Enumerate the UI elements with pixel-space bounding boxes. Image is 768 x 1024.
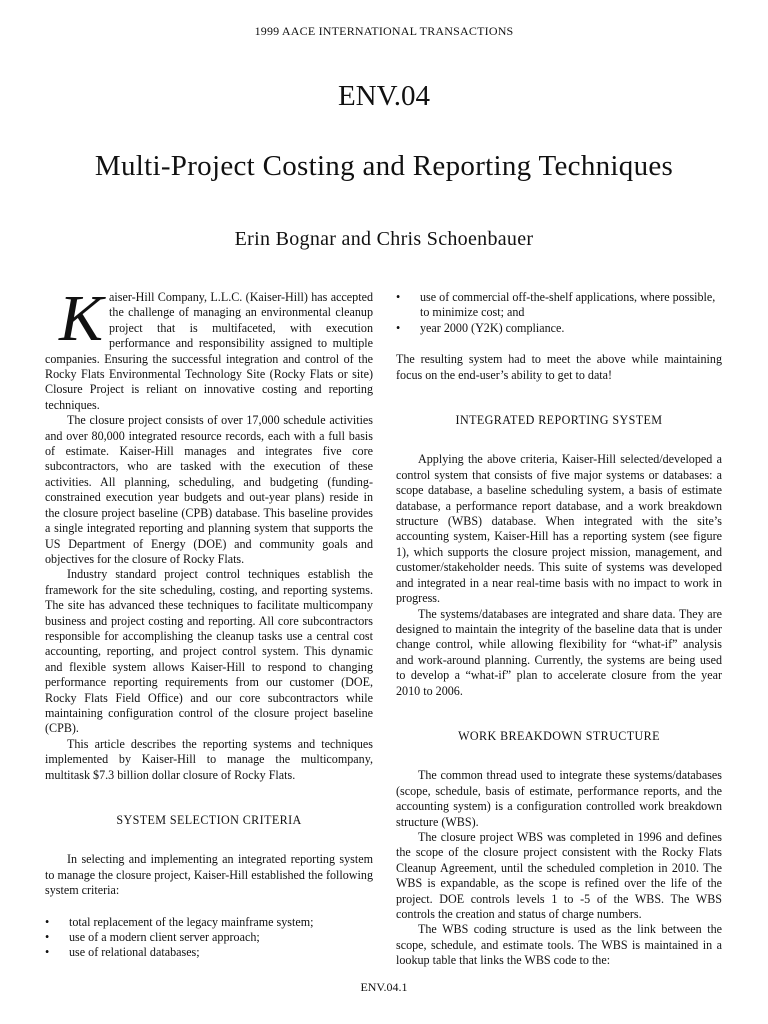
- bullet-icon: •: [396, 290, 401, 304]
- intro-text: aiser-Hill Company, L.L.C. (Kaiser-Hill) has accepted the challenge of managing an environmental cleanup project that is multifaceted, with execution performance and responsibility assigned to multiple companies. Ensuring the successful integration and control of the Rocky Flats Environmental Technology Site (Rocky Flats or site) Closure Project is reliant on innovative costing and reporting techniques.: [45, 290, 373, 412]
- left-column: [45, 282, 373, 961]
- list-item: [45, 915, 373, 930]
- paragraph-wbs-completed: The closure project WBS was completed in 1996 and defines the scope of the closure project consistent with the Rocky Flats Cleanup Agreement, until the scheduled completion in 2010. The WBS is expandable, as the scope is refined over the life of the project. DOE controls levels 1 to -5 of the WBS. The WBS controls the creation and status of charge numbers.: [396, 829, 722, 921]
- list-item-text: year 2000 (Y2K) compliance.: [420, 320, 565, 335]
- running-head: 1999 AACE INTERNATIONAL TRANSACTIONS: [254, 24, 514, 38]
- section-heading-integrated-reporting: INTEGRATED REPORTING SYSTEM: [455, 413, 663, 428]
- paper-title: Multi-Project Costing and Reporting Techniques: [94, 150, 674, 182]
- criteria-list-left: [45, 915, 373, 961]
- paragraph-wbs-coding: The WBS coding structure is used as the link between the scope, schedule, and estimate tools. The WBS is maintained in a lookup table that links the WBS code to the:: [396, 922, 722, 968]
- paragraph-project-scope: The closure project consists of over 17,000 schedule activities and over 80,000 integrated resource records, each with a full basis of estimate. Kaiser-Hill manages and integrates five core subcontractors, who are tasked with the execution of these activities. All planning, scheduling, and budgeting (funding-constrained execution year budgets and out-year plans) reside in the closure project baseline (CPB) database. This baseline provides a single integrated reporting and planning system that supports the US Department of Energy (DOE) and community goals and objectives for the closure of Rocky Flats.: [45, 413, 373, 566]
- drop-cap: K: [59, 282, 104, 355]
- list-item-text: use of commercial off-the-shelf applications, where possible, to minimize cost; and: [420, 290, 716, 320]
- list-item: [45, 930, 373, 945]
- paragraph-summary: The resulting system had to meet the above while maintaining focus on the end-user’s ability to get to data!: [396, 352, 722, 382]
- paragraph-selection-criteria: In selecting and implementing an integrated reporting system to manage the closure project, Kaiser-Hill established the following system criteria:: [45, 852, 373, 898]
- paragraph-integrated-data: The systems/databases are integrated and share data. They are designed to maintain the integrity of the baseline data that is under change control, while allowing flexibility for “what-if” analysis and work-around planning. Currently, the systems are being used to develop a “what-if” plan to accelerate closure from the year 2010 to 2006.: [396, 606, 722, 698]
- bullet-icon: •: [45, 914, 50, 929]
- section-heading-wbs: WORK BREAKDOWN STRUCTURE: [458, 728, 660, 743]
- criteria-list-right: [396, 290, 722, 336]
- paper-id: ENV.04: [337, 80, 431, 112]
- list-item: [396, 321, 722, 336]
- right-column: [396, 290, 722, 969]
- paragraph-industry-standard: Industry standard project control techniques establish the framework for the site scheduling, costing, and reporting systems. The site has advanced these techniques to facilitate multicompany business and project costing and reporting. All core subcontractors responsible for accomplishing the cleanup tasks use a central cost accounting, reporting, and project control system. This dynamic and flexible system allows Kaiser-Hill to respond to changing performance reporting requirements from our customer (DOE, Rocky Flats Field Office) and our core subcontractors while maintaining configuration control of the closure project baseline (CPB).: [45, 567, 373, 736]
- paragraph-article-description: This article describes the reporting systems and techniques implemented by Kaiser-Hill to manage the multicompany, multitask $7.3 billion dollar closure of Rocky Flats.: [45, 736, 373, 782]
- bullet-icon: •: [396, 320, 401, 335]
- paragraph-control-system: Applying the above criteria, Kaiser-Hill selected/developed a control system that consists of five major systems or databases: a scope database, a baseline scheduling system, a basis of estimate database, a performance report database, and a work breakdown structure (WBS) database. When integrated with the site’s accounting system, Kaiser-Hill has a reporting system (see figure 1), which supports the closure project mission, management, and customer/stakeholder needs. This suite of systems was developed and integrated in a near real-time basis with no impact to work in progress.: [396, 452, 722, 606]
- list-item: [45, 945, 373, 960]
- bullet-icon: •: [45, 945, 50, 960]
- list-item-text: total replacement of the legacy mainframe system;: [69, 914, 314, 929]
- intro-paragraph: [45, 282, 373, 413]
- bullet-icon: •: [45, 930, 50, 945]
- list-item-text: use of relational databases;: [69, 945, 200, 960]
- section-heading-system-selection: SYSTEM SELECTION CRITERIA: [116, 813, 302, 827]
- paper-authors: Erin Bognar and Chris Schoenbauer: [234, 228, 534, 250]
- paragraph-common-thread: The common thread used to integrate these systems/databases (scope, schedule, basis of estimate, performance reports, and the accounting system) is a configuration controlled work breakdown structure (WBS).: [396, 768, 722, 829]
- page-footer: ENV.04.1: [360, 980, 408, 994]
- list-item: [396, 290, 722, 321]
- list-item-text: use of a modern client server approach;: [69, 930, 260, 945]
